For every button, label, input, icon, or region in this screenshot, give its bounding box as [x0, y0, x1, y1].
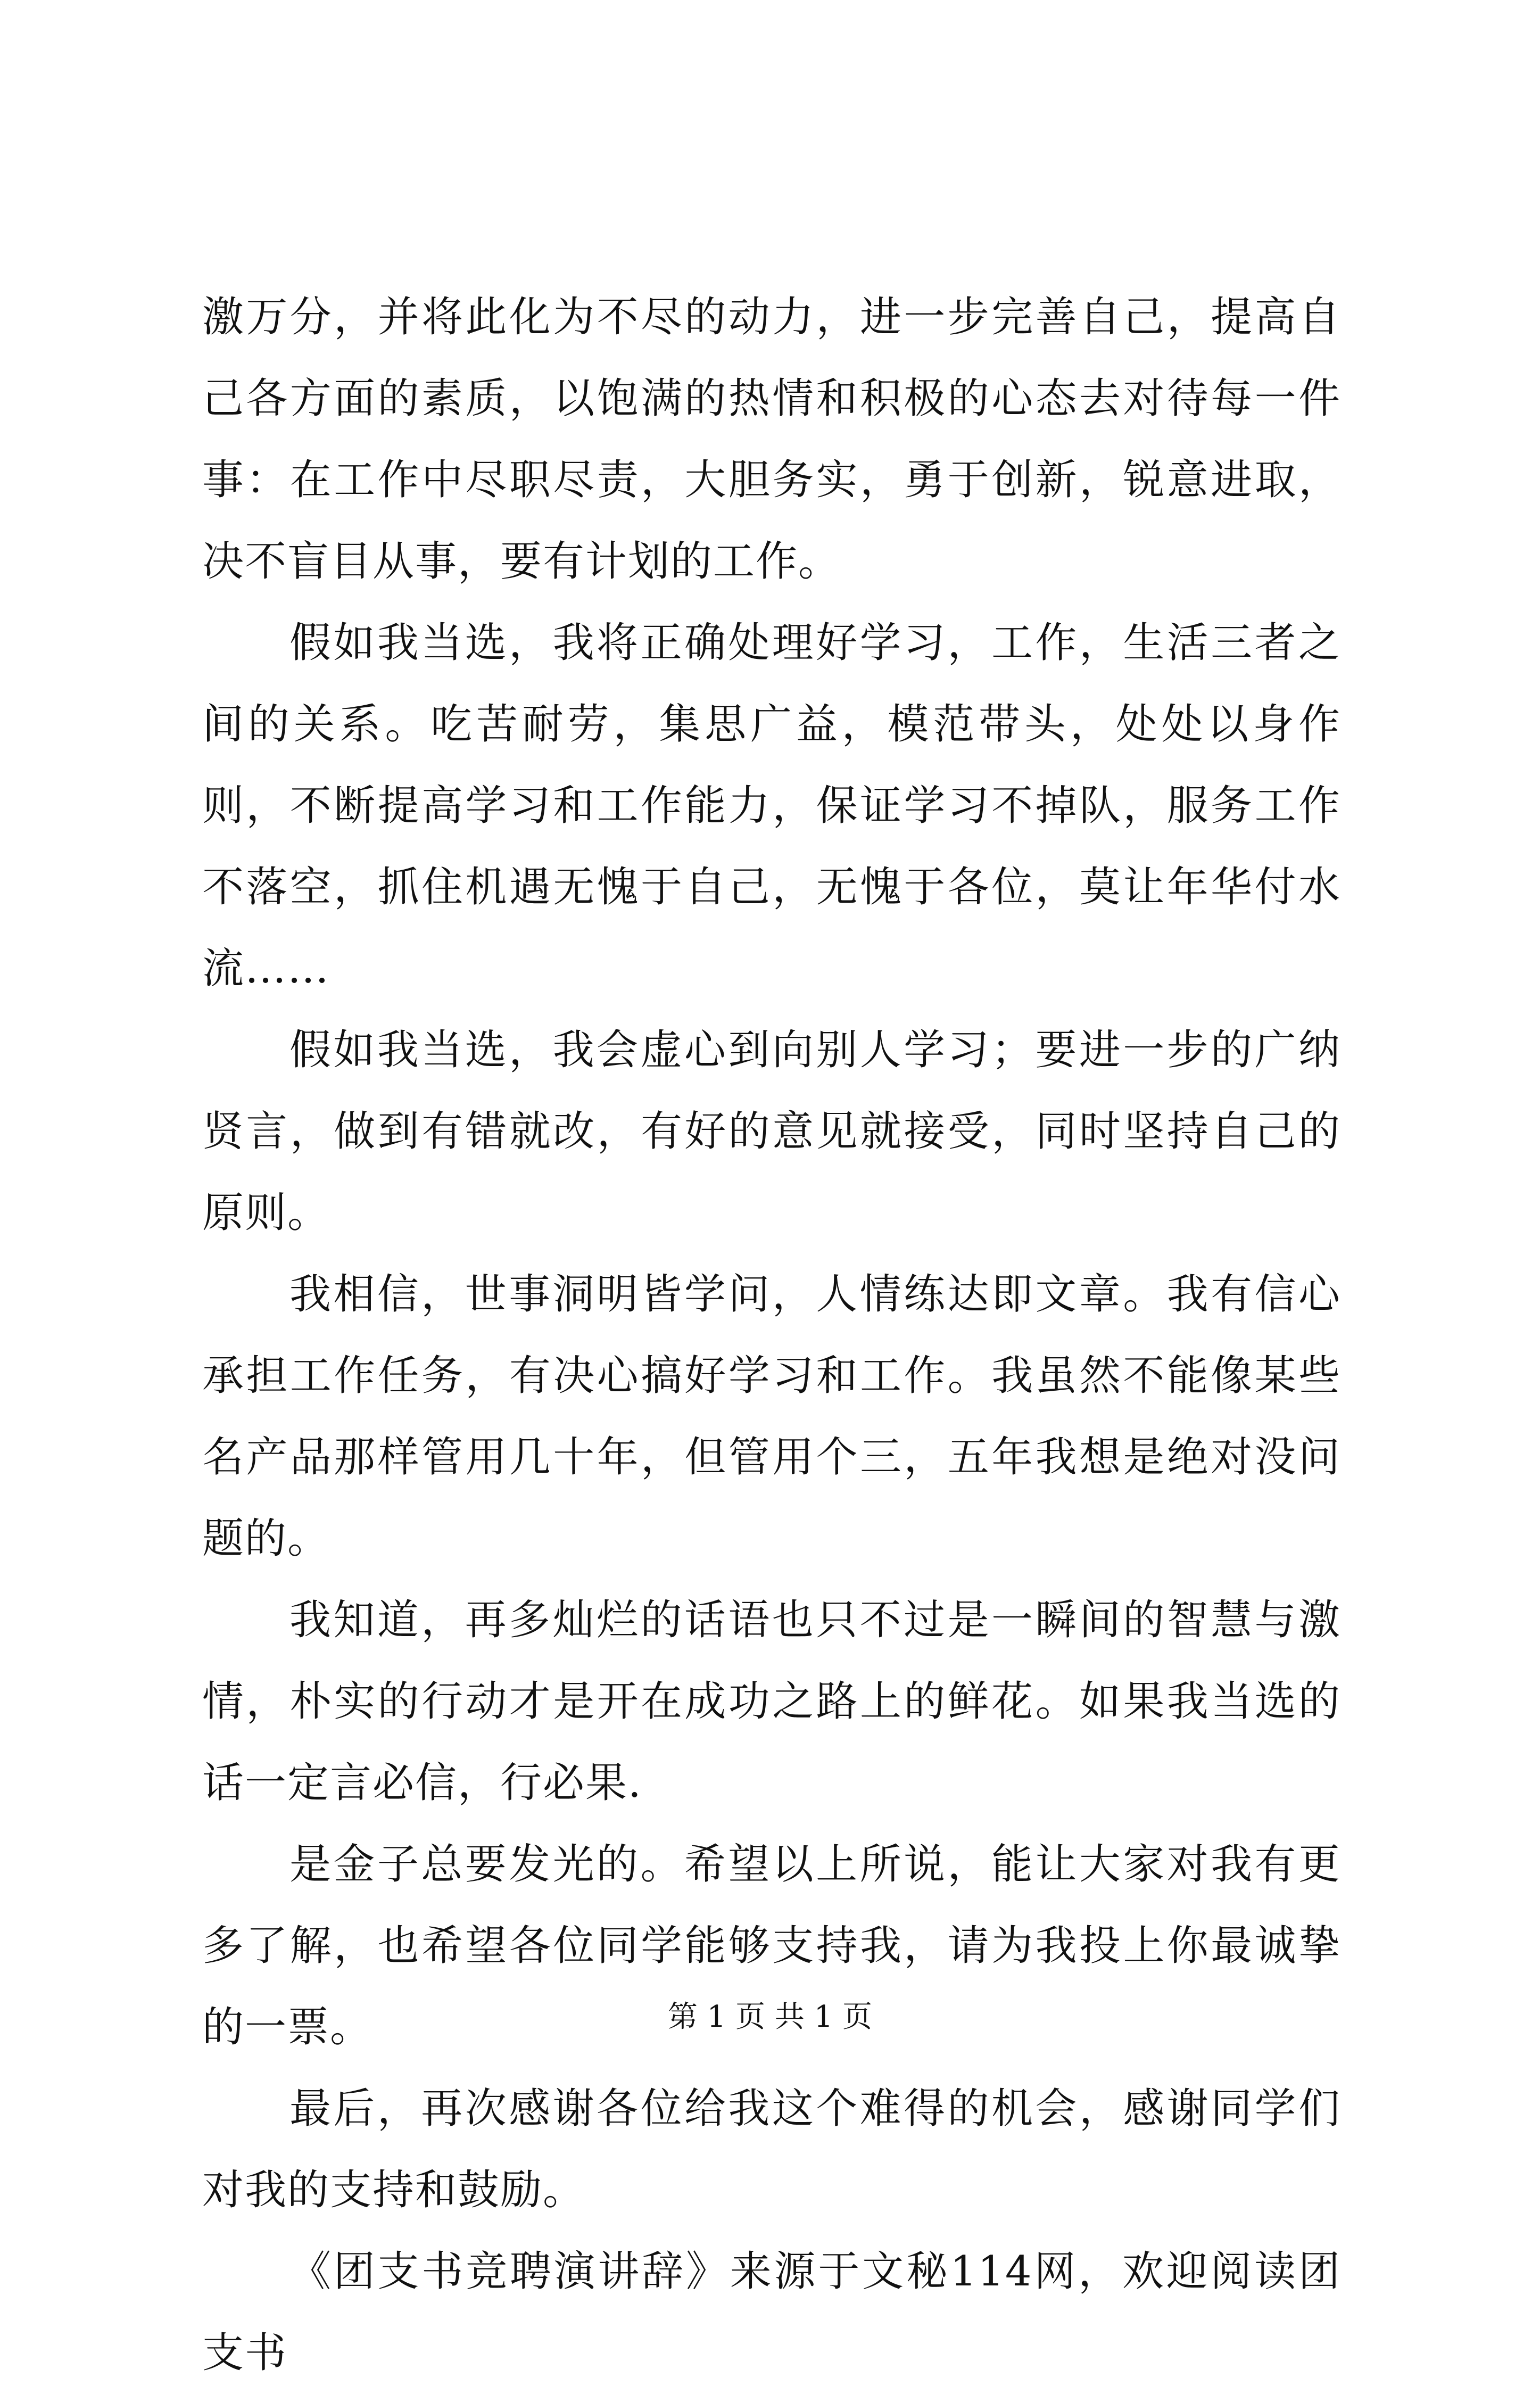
- paragraph-2: 假如我当选，我将正确处理好学习，工作，生活三者之间的关系。吃苦耐劳，集思广益，模范带头，处处以身作则，不断提高学习和工作能力，保证学习不掉队，服务工作不落空，抓住机遇无愧于自己，无愧于各位，莫让年华付水流……: [202, 619, 1341, 993]
- paragraph-8: 《团支书竞聘演讲辞》来源于文秘114网，欢迎阅读团支书: [202, 2248, 1341, 2377]
- paragraph-7: 最后，再次感谢各位给我这个难得的机会，感谢同学们对我的支持和鼓励。: [202, 2085, 1341, 2214]
- page-footer: 第 1 页 共 1 页: [667, 2000, 873, 2034]
- paragraph-5: 我知道，再多灿烂的话语也只不过是一瞬间的智慧与激情，朴实的行动才是开在成功之路上的鲜花。如果我当选的话一定言必信，行必果.: [202, 1596, 1341, 1807]
- document-body: [202, 277, 1341, 2394]
- paragraph-6: 是金子总要发光的。希望以上所说，能让大家对我有更多了解，也希望各位同学能够支持我，请为我投上你最诚挚的一票。: [202, 1840, 1341, 2051]
- paragraph-1: 激万分，并将此化为不尽的动力，进一步完善自己，提高自己各方面的素质，以饱满的热情和积极的心态去对待每一件事：在工作中尽职尽责，大胆务实，勇于创新，锐意进取，决不盲目从事，要有计划的工作。: [202, 293, 1341, 585]
- paragraph-4: 我相信，世事洞明皆学问，人情练达即文章。我有信心承担工作任务，有决心搞好学习和工作。我虽然不能像某些名产品那样管用几十年，但管用个三，五年我想是绝对没问题的。: [202, 1270, 1341, 1563]
- paragraph-3: 假如我当选，我会虚心到向别人学习；要进一步的广纳贤言，做到有错就改，有好的意见就接受，同时坚持自己的原则。: [202, 1026, 1341, 1237]
